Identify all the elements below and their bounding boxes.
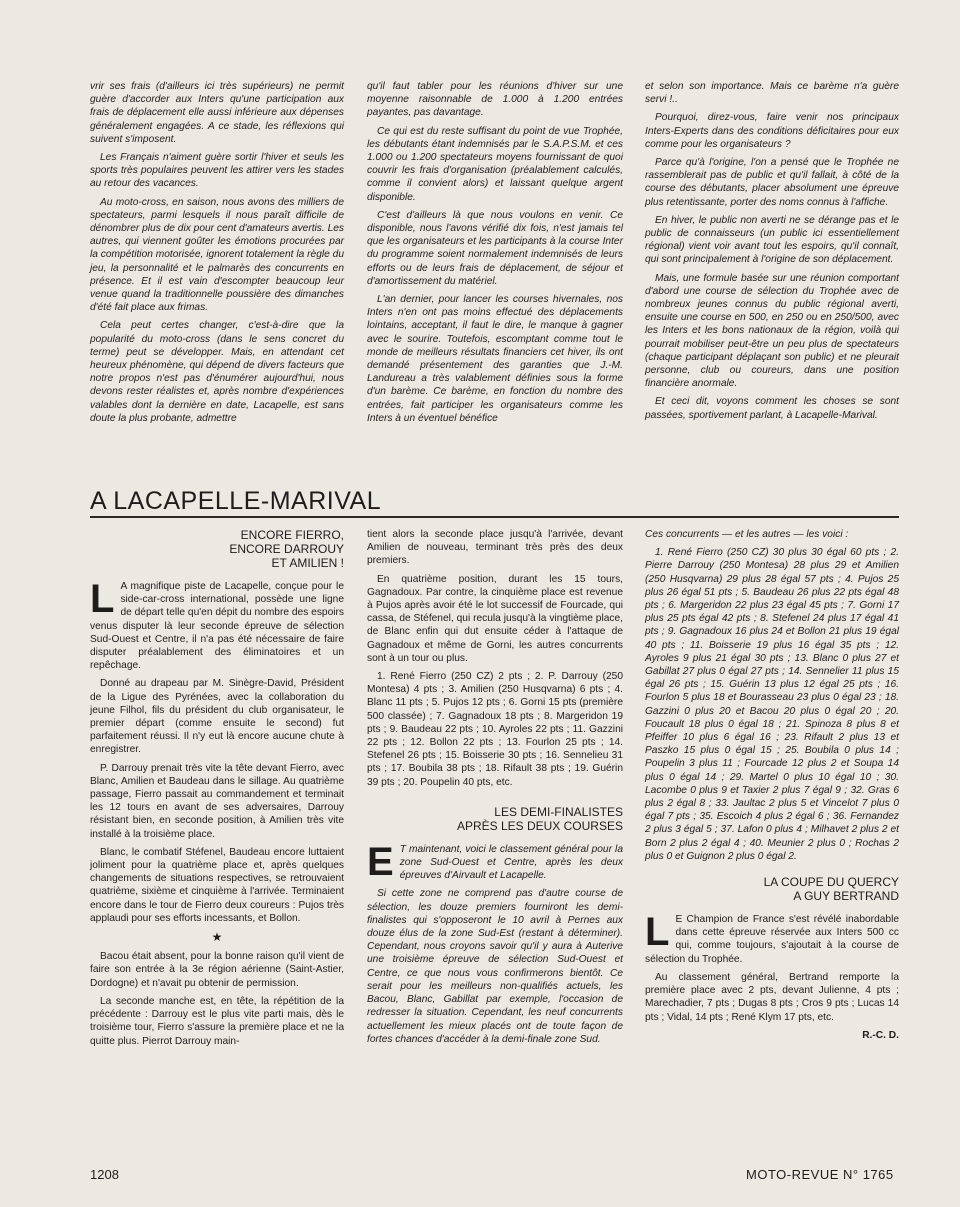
article-column-3 [645,528,899,1047]
paragraph: La seconde manche est, en tête, la répétition de la précédente : Darrouy est le plus vite parti mais, dès le troisième tour, Fierro s'assure la première place et ne la quitte plus. Pierrot Darrouy main- [90,995,344,1047]
lead-paragraph [367,839,623,884]
paragraph: Mais, une formule basée sur une réunion comportant d'abord une course de sélection du Trophée avec de nombreux jeunes connus du public régional averti, ensuite une course en 500, en 250 ou en 250/500, avec les Inters et les bons nationaux de la région, voilà qui pourrait mobiliser peut-être un peu plus de spectateurs (chaque participant déplaçant son public) et ne pleurait personne, club ou coureurs, dans une position financière anormale. [645,272,899,390]
magazine-issue: MOTO-REVUE N° 1765 [746,1167,894,1182]
subtitle-line: ENCORE FIERRO, [240,528,344,542]
paragraph: Cela peut certes changer, c'est-à-dire que la popularité du moto-cross (dans le sens concret du terme) peut se développer. Mais, en attendant cet heureux phénomène, qui dépend de divers facteurs que notre propos n'est pas d'énumérer aujourd'hui, nous devons rester réalistes et, après nombre d'expériences valables dont la dernière en date, Lacapelle, est sans doute la plus probante, admettre [90,320,344,424]
author-signature: R.-C. D. [862,1029,899,1041]
paragraph: vrir ses frais (d'ailleurs ici très supérieurs) ne permit guère d'accorder aux Inters qu'une participation aux frais de déplacement elle aussi inférieure aux dépenses généralement engagées. A ce stade, les réflexions qui suivent s'imposent. [90,81,344,145]
paragraph: Donné au drapeau par M. Sinègre-David, Président de la Ligue des Pyrénées, avec la collaboration du jeune Filhol, fils du président du club organisateur, le premier départ (comme ensuite le second) fut parfaitement réussi. Il n'y eut là encore aucune chute à enregistrer. [90,678,344,756]
paragraph: L'an dernier, pour lancer les courses hivernales, nos Inters n'en ont pas moins effectué des déplacements lointains, acceptant, il faut le dire, le manque à gagner avec le sourire. Toutefois, escomptant comme tout le monde de meilleurs résultats financiers cet hiver, ils ont demandé présentement des garanties que J.-M. Landureau a très valablement définies sous la forme d'un barème. Ce barème, en fonction du nombre des entrées, fait participer les organisateurs comme les Inters à un éventuel bénéfice [367,294,623,424]
paragraph: Bacou était absent, pour la bonne raison qu'il vient de faire son entrée à la 3e région aérienne (Saint-Astier, Dordogne) et n'avait pu obtenir de permission. [90,951,344,989]
article-headline: A LACAPELLE-MARIVAL [90,487,382,515]
lead-paragraph [645,910,899,966]
subtitle-line: ET AMILIEN ! [271,556,344,570]
paragraph: Les Français n'aiment guère sortir l'hiver et seuls les sports très populaires peuvent les attirer vers les stades au retour des vacances. [90,152,344,190]
paragraph: En hiver, le public non averti ne se dérange pas et le public de connaisseurs (un public ici essentiellement régional) vient voir avant tout les espoirs, qu'il connaît, qui sont principalement à l'origine de son déplacement. [645,214,899,266]
paragraph: et selon son importance. Mais ce barème n'a guère servi !.. [645,81,899,106]
drop-cap: L [645,910,670,955]
paragraph: Si cette zone ne comprend pas d'autre course de sélection, les douze premiers fourniront les demi-finalistes qui s'opposeront le 10 avril à Pernes aux douze élus de la zone Sud-Est (restant à déterminer). Cependant, nous croyons savoir qu'il y aura à Auterive une troisième épreuve de sélection Sud-Ouest et Centre, ce que nous vous confirmerons bientôt. Ce serait pour les meilleurs non-qualifiés actuels, les Bacou, Blanc, Gabillat par exemple, l'occasion de redresser la situation. Cependant, les neuf concurrents actuellement les mieux placés ont de toute façon de fortes chances d'accéder à la demi-finale zone Sud. [367,888,623,1045]
article-column-1 [90,528,344,1053]
drop-cap: E [367,839,394,884]
paragraph: C'est d'ailleurs là que nous voulons en venir. Ce disponible, nous l'avons vérifié dix fois, n'est jamais tel que les organisateurs et les participants à la course Inter du programme soient normalement indemnisés de leurs efforts ou de leurs frais de déplacement, de séjour et d'amortissement du matériel. [367,209,623,287]
subtitle-line: LA COUPE DU QUERCY [763,875,899,890]
page-number: 1208 [90,1167,119,1182]
drop-cap: L [90,577,115,621]
lead-text: A magnifique piste de Lacapelle, conçue pour le side-car-cross international, possède une ligne de départ telle qu'en dépit du nombre des espoirs venus disputer là leur seconde épreuve de sélection Sud-Ouest et Centre, il n'a pas été nécessaire de faire disputer préalablement des éliminatoires et un repêchage. [90,581,344,672]
results-paragraph: 1. René Fierro (250 CZ) 2 pts ; 2. P. Darrouy (250 Montesa) 4 pts ; 3. Amilien (250 Husqvarna) 6 pts ; 4. Blanc 11 pts ; 5. Pujos 12 pts ; 6. Gorni 15 pts (première 500 classée) ; 7. Gagnadoux 18 pts ; 8. Margeridon 19 pts ; 9. Baudeau 22 pts ; 10. Ayroles 22 pts ; 11. Gazzini 22 pts ; 12. Bollon 22 pts ; 13. Fourlon 25 pts ; 14. Stefenel 26 pts ; 15. Boisserie 30 pts ; 16. Sennelieu 31 pts ; 17. Boubila 38 pts ; 18. Rifault 38 pts ; 19. Guérin 39 pts ; 20. Poupelin 40 pts, etc. [367,671,623,788]
paragraph: En quatrième position, durant les 15 tours, Gagnadoux. Par contre, la cinquième place est revenue à Pujos après avoir été le lot successif de Fourcade, qui cassa, de Stéfenel, qui recula jusqu'à la vingtième place, de Blanc enfin qui dut ensuite céder à l'attaque de Gagnadoux et même de Gorni, les autres concurrents sont à un tour ou plus. [367,573,623,664]
paragraph: P. Darrouy prenait très vite la tête devant Fierro, avec Blanc, Amilien et Baudeau dans le sillage. Au quatrième passage, Fierro passait au commandement et terminait les 12 tours en avant de ses adversaires, Darrouy résistant bien, en seconde position, à Amilien très vite installé à la troisième place. [90,762,344,840]
paragraph: tient alors la seconde place jusqu'à l'arrivée, devant Amilien de nouveau, terminant très près des deux premiers. [367,529,623,567]
paragraph: qu'il faut tabler pour les réunions d'hiver sur une moyenne raisonnable de 1.000 à 1.200 entrées payantes, pas davantage. [367,81,623,119]
article-column-2 [367,528,623,1051]
subtitle-line: ENCORE DARROUY [229,542,344,556]
headline-rule [90,516,899,518]
subtitle-line: LES DEMI-FINALISTES [494,804,623,819]
subtitle-line: APRÈS LES DEUX COURSES [456,818,623,833]
article-subtitle [90,528,344,570]
lead-paragraph [90,577,344,672]
star-separator: ★ [211,930,223,945]
paragraph: Blanc, le combatif Stéfenel, Baudeau encore luttaient joliment pour la quatrième place et, après quelques changements de situations respectives, se retrouvaient quatrième, sixième et cinquième à l'arrivée. Terminaient encore dans le tour de Fierro deux coureurs : Pujos très applaudi pour ses efforts incessants, et Bollon. [90,846,344,924]
article-subtitle [645,875,899,903]
paragraph: Ces concurrents — et les autres — les voici : [645,529,849,540]
paragraph: Au classement général, Bertrand remporte la première place avec 2 pts, devant Julienne, 4 pts ; Marechadier, 7 pts ; Dugas 8 pts ; Cros 9 pts ; Lucas 14 pts ; Vidal, 14 pts ; René Klym 17 pts, etc. [645,971,899,1023]
top-column-2 [367,80,623,430]
top-column-3 [645,80,899,427]
lead-text: T maintenant, voici le classement général pour la zone Sud-Ouest et Centre, après les deux épreuves d'Airvault et Lacapelle. [399,843,623,882]
article-subtitle [367,805,623,833]
subtitle-line: A GUY BERTRAND [793,889,899,904]
paragraph: Ce qui est du reste suffisant du point de vue Trophée, les débutants étant indemnisés par le S.A.P.S.M. et ces 1.000 ou 1.200 spectateurs moyens fournissant de quoi couvrir les frais d'organisation (préalablement calculés, comme il convient alors) et laissant quelque argent disponible. [367,125,623,203]
paragraph: Parce qu'à l'origine, l'on a pensé que le Trophée ne rassemblerait pas de public et qu'il fallait, à côté de la course des débutants, placer absolument une épreuve plus retentissante, porter des noms connus à l'affiche. [645,157,899,208]
paragraph: Pourquoi, direz-vous, faire venir nos principaux Inters-Experts dans des conditions déficitaires pour eux comme pour les organisateurs ? [645,112,899,150]
lead-text: E Champion de France s'est révélé inabordable dans cette épreuve réservée aux Inters 500 cc qui, comme toujours, s'ajoutait à la course de sélection du Trophée. [645,914,899,965]
ranking-paragraph: 1. René Fierro (250 CZ) 30 plus 30 égal 60 pts ; 2. Pierre Darrouy (250 Montesa) 28 plus 29 et Amilien (250 Husqvarna) 29 plus 28 égal 57 pts ; 4. Pujos 25 plus 26 égal 51 pts ; 5. Baudeau 26 plus 22 pts égal 48 pts ; 6. Margeridon 22 plus 23 égal 45 pts ; 7. Gorni 17 plus 25 pts égal 42 pts ; 8. Stefenel 24 plus 17 égal 41 pts ; 9. Gagnadoux 16 plus 24 et Bollon 21 plus 19 égal 40 pts ; 11. Boisserie 19 plus 16 égal 35 pts ; 12. Ayroles 9 plus 21 égal 30 pts ; 13. Blanc 0 plus 27 et Gabillat 27 plus 0 égal 27 pts ; 14. Sennelier 11 plus 15 égal 26 pts ; 15. Guérin 13 plus 12 égal 25 pts ; 16. Fourlon 5 plus 18 et Bourasseau 23 plus 0 égal 23 ; 18. Gazzini 0 plus 20 et Bacou 20 plus 0 égal 20 ; 20. Foucault 18 plus 0 égal 18 ; 21. Spinoza 8 plus 8 et Pfeiffer 10 plus 6 égal 16 ; 23. Rifault 2 plus 13 et Paszko 15 plus 0 égal 15 ; 25. Boubila 0 plus 14 ; Poupelin 3 plus 11 ; Fourcade 12 plus 2 et Soupa 14 plus 0 égal 14 ; 29. Martel 0 plus 10 égal 10 ; 30. Lacombe 0 plus 9 et Taxier 2 plus 7 égal 9 ; 32. Gras 6 plus 2 égal 8 ; 33. Jaultac 2 plus 5 et Vincelot 7 plus 0 égal 7 pts ; 35. Escoich 4 plus 2 égal 6 ; 36. Fernandez 2 plus 3 égal 5 ; 37. Lafon 0 plus 4 ; Milhavet 2 plus 2 et Born 2 plus 2 égal 4 ; 40. Meunier 2 plus 0 ; Rochas 2 plus 0 et Guignon 2 plus 0 égal 2. [645,547,899,862]
paragraph: Et ceci dit, voyons comment les choses se sont passées, sportivement parlant, à Lacapelle-Marival. [645,396,899,421]
paragraph: Au moto-cross, en saison, nous avons des milliers de spectateurs, parmi lesquels il nous paraît difficile de dénombrer plus de dix pour cent d'amateurs avertis. Les autres, qui viennent goûter les émotions procurées par la compétition motorisée, ignorent totalement la règle du jeu, la personnalité et le palmarès des concurrents en présence. Et il est vain d'escompter beaucoup leur venue quand la traditionnelle poussière des dimanches d'été fait place aux frimas. [90,196,344,314]
top-column-1 [90,80,344,430]
